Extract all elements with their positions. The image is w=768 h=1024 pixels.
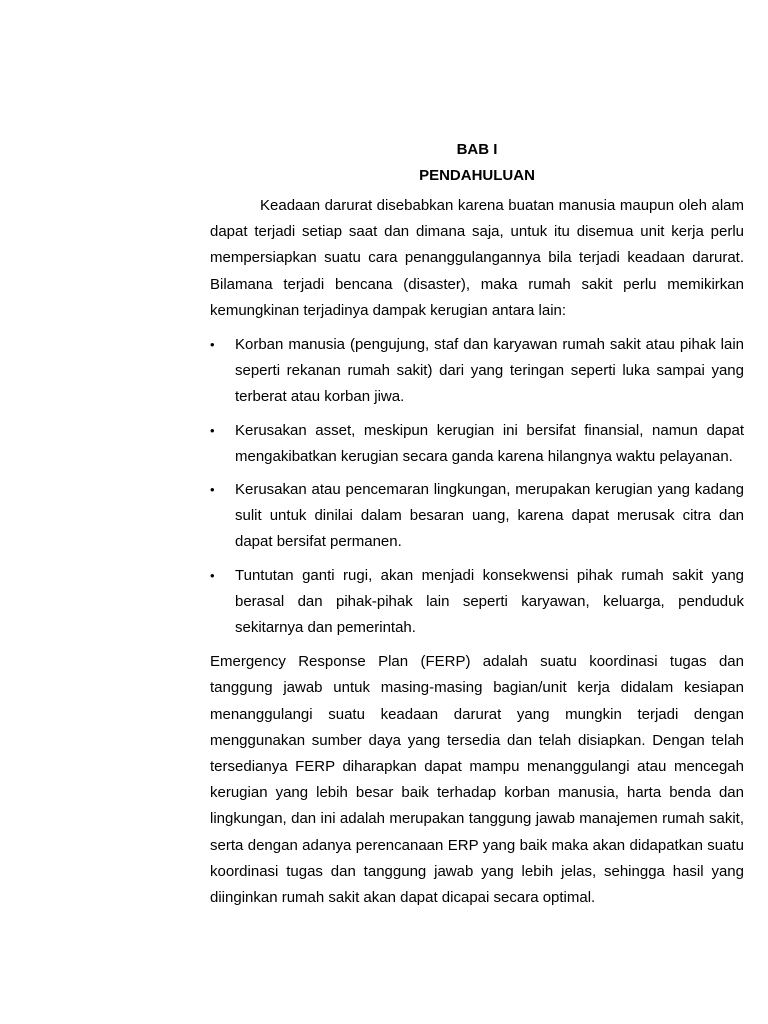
list-item xyxy=(210,477,744,556)
bullet-icon: • xyxy=(210,567,215,583)
chapter-number: BAB I xyxy=(456,141,498,158)
list-item-text: Korban manusia (pengujung, staf dan karyawan rumah sakit atau pihak lain seperti rekanan rumah sakit) dari yang teringan seperti luka sampai yang terberat atau korban jiwa. xyxy=(235,336,744,406)
document-page xyxy=(210,137,744,911)
list-item xyxy=(210,332,744,411)
intro-paragraph: Keadaan darurat disebabkan karena buatan manusia maupun oleh alam dapat terjadi setiap saat dan dimana saja, untuk itu disemua unit kerja perlu mempersiapkan suatu cara penanggulangannya bila terjadi keadaan darurat. Bilamana terjadi bencana (disaster), maka rumah sakit perlu memikirkan kemungkinan terjadinya dampak kerugian antara lain: xyxy=(210,197,744,319)
impact-list xyxy=(210,332,744,641)
list-item-text: Kerusakan atau pencemaran lingkungan, merupakan kerugian yang kadang sulit untuk dinilai dalam besaran uang, karena dapat merusak citra dan dapat bersifat permanen. xyxy=(235,481,744,551)
closing-paragraph: Emergency Response Plan (FERP) adalah suatu koordinasi tugas dan tanggung jawab untuk masing-masing bagian/unit kerja didalam kesiapan menanggulangi suatu keadaan darurat yang mungkin terjadi dengan menggunakan sumber daya yang tersedia dan telah disiapkan. Dengan telah tersedianya FERP diharapkan dapat mampu menanggulangi atau mencegah kerugian yang lebih besar baik terhadap korban manusia, harta benda dan lingkungan, dan ini adalah merupakan tanggung jawab manajemen rumah sakit, serta dengan adanya perencanaan ERP yang baik maka akan didapatkan suatu koordinasi tugas dan tanggung jawab yang lebih jelas, sehingga hasil yang diinginkan rumah sakit akan dapat dicapai secara optimal. xyxy=(210,653,744,907)
list-item-text: Tuntutan ganti rugi, akan menjadi konsekwensi pihak rumah sakit yang berasal dan pihak-pihak lain seperti karyawan, keluarga, penduduk sekitarnya dan pemerintah. xyxy=(235,566,744,637)
list-item xyxy=(210,418,744,470)
list-item-text: Kerusakan asset, meskipun kerugian ini bersifat finansial, namun dapat mengakibatkan kerugian secara ganda karena hilangnya waktu pelayanan. xyxy=(235,421,744,465)
chapter-title: PENDAHULUAN xyxy=(419,167,535,184)
bullet-icon: • xyxy=(210,482,215,498)
bullet-icon: • xyxy=(210,422,215,438)
bullet-icon: • xyxy=(210,337,215,353)
list-item xyxy=(210,563,744,642)
